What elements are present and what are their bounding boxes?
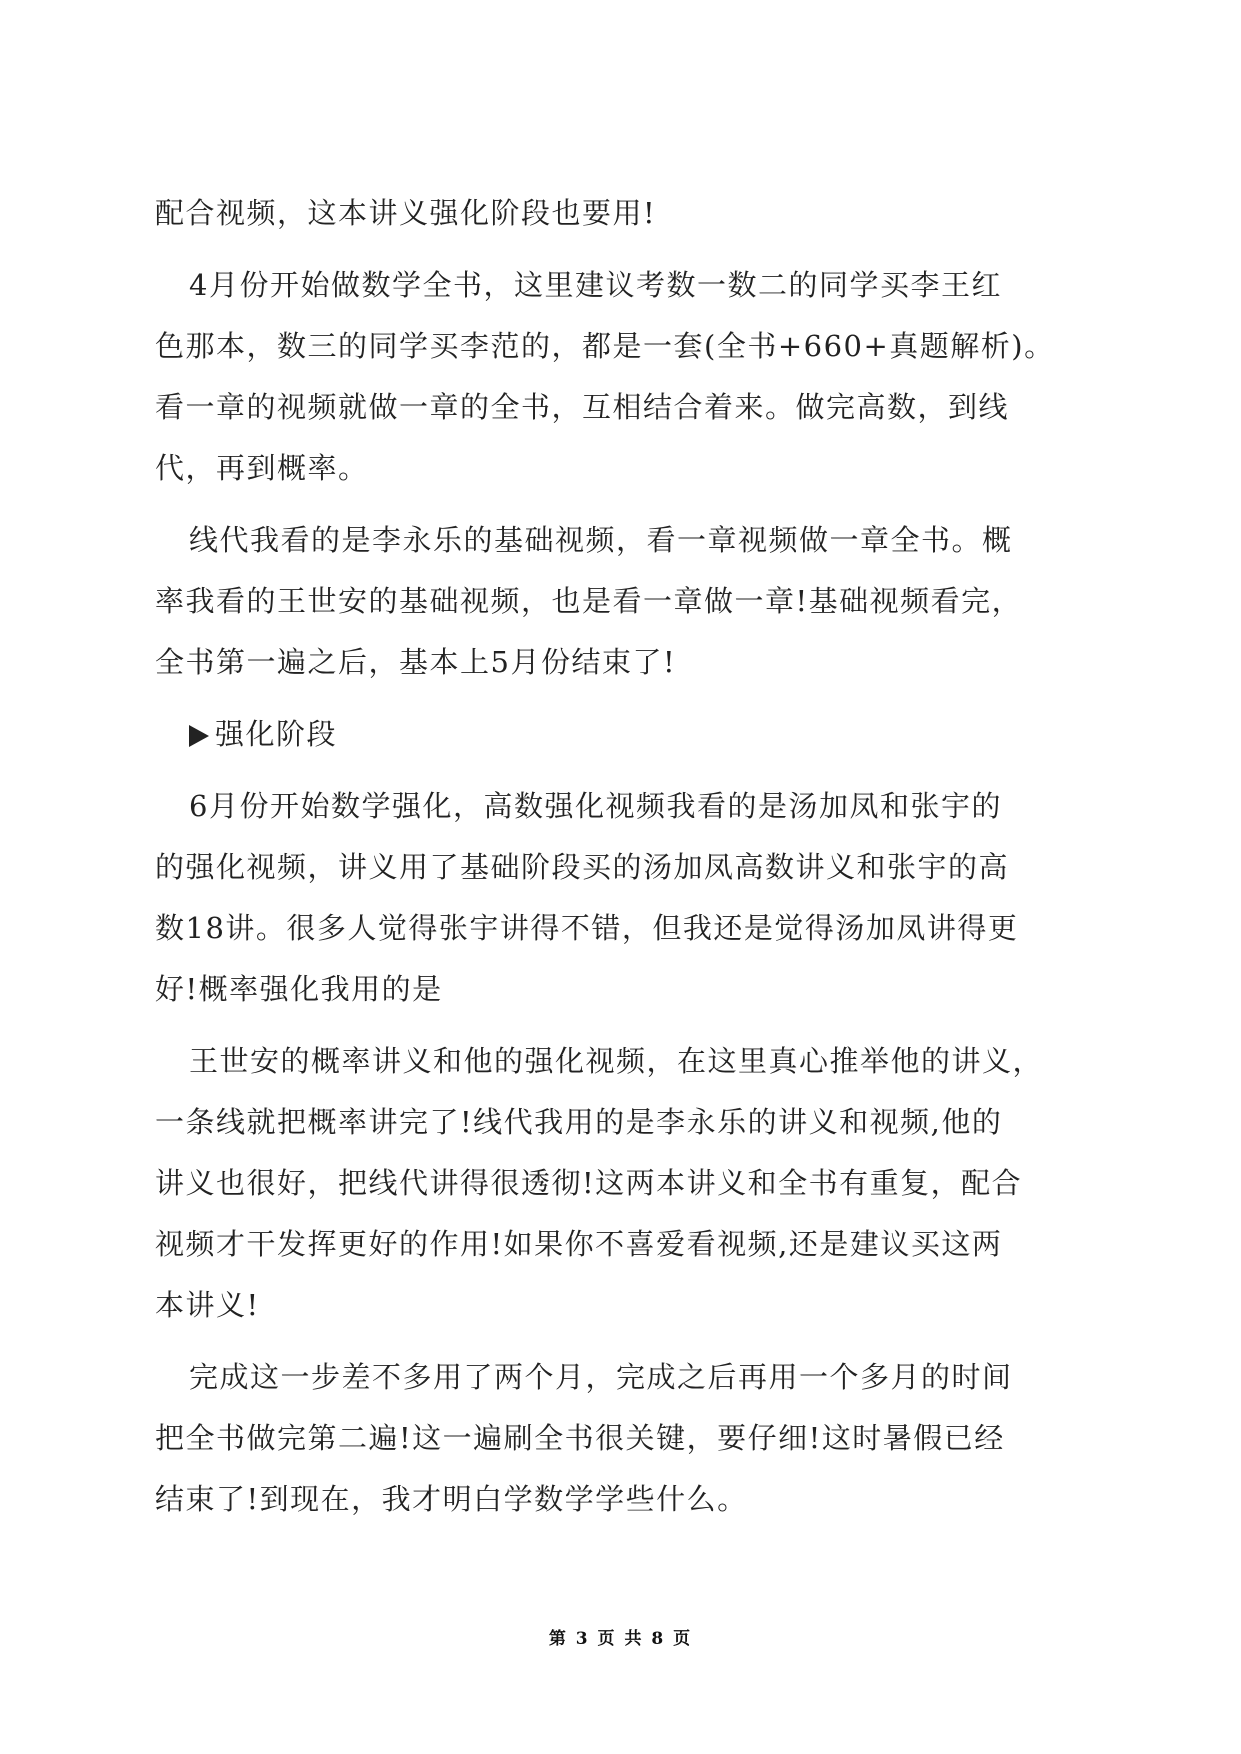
section-heading-text: 强化阶段 <box>215 717 338 751</box>
text-line: 王世安的概率讲义和他的强化视频，在这里真心推举他的讲义， <box>189 1044 1044 1078</box>
text-line: 本讲义! <box>155 1288 260 1322</box>
text-line: 好!概率强化我用的是 <box>155 972 443 1006</box>
text-line: 视频才干发挥更好的作用!如果你不喜爱看视频,还是建议买这两 <box>155 1227 1003 1261</box>
text-line: 看一章的视频就做一章的全书，互相结合着来。做完高数，到线 <box>155 390 1010 424</box>
text-line: 把全书做完第二遍!这一遍刷全书很关键，要仔细!这时暑假已经 <box>155 1421 1005 1455</box>
text-line: 4月份开始做数学全书，这里建议考数一数二的同学买李王红 <box>189 268 1002 302</box>
text-line: 的强化视频，讲义用了基础阶段买的汤加凤高数讲义和张宇的高 <box>155 850 1010 884</box>
text-line: 数18讲。很多人觉得张宇讲得不错，但我还是觉得汤加凤讲得更 <box>155 911 1019 945</box>
right-triangle-bullet-icon <box>189 725 209 747</box>
text-line: 配合视频，这本讲义强化阶段也要用! <box>155 196 657 230</box>
text-line: 全书第一遍之后，基本上5月份结束了! <box>155 645 677 679</box>
text-line: 一条线就把概率讲完了!线代我用的是李永乐的讲义和视频,他的 <box>155 1105 1003 1139</box>
text-line: 线代我看的是李永乐的基础视频，看一章视频做一章全书。概 <box>189 523 1013 557</box>
text-line: 完成这一步差不多用了两个月，完成之后再用一个多月的时间 <box>189 1360 1013 1394</box>
text-line: 代，再到概率。 <box>155 451 369 485</box>
text-line: 讲义也很好，把线代讲得很透彻!这两本讲义和全书有重复，配合 <box>155 1166 1023 1200</box>
text-line: 6月份开始数学强化，高数强化视频我看的是汤加凤和张宇的 <box>189 789 1002 823</box>
text-line: 色那本，数三的同学买李范的，都是一套(全书+660+真题解析)。 <box>155 329 1055 363</box>
document-body <box>155 183 1105 1530</box>
text-line: 结束了!到现在，我才明白学数学学些什么。 <box>155 1482 748 1516</box>
text-line: 率我看的王世安的基础视频，也是看一章做一章!基础视频看完， <box>155 584 1023 618</box>
section-heading <box>155 704 1105 765</box>
page-number-footer: 第 3 页 共 8 页 <box>548 1629 693 1649</box>
